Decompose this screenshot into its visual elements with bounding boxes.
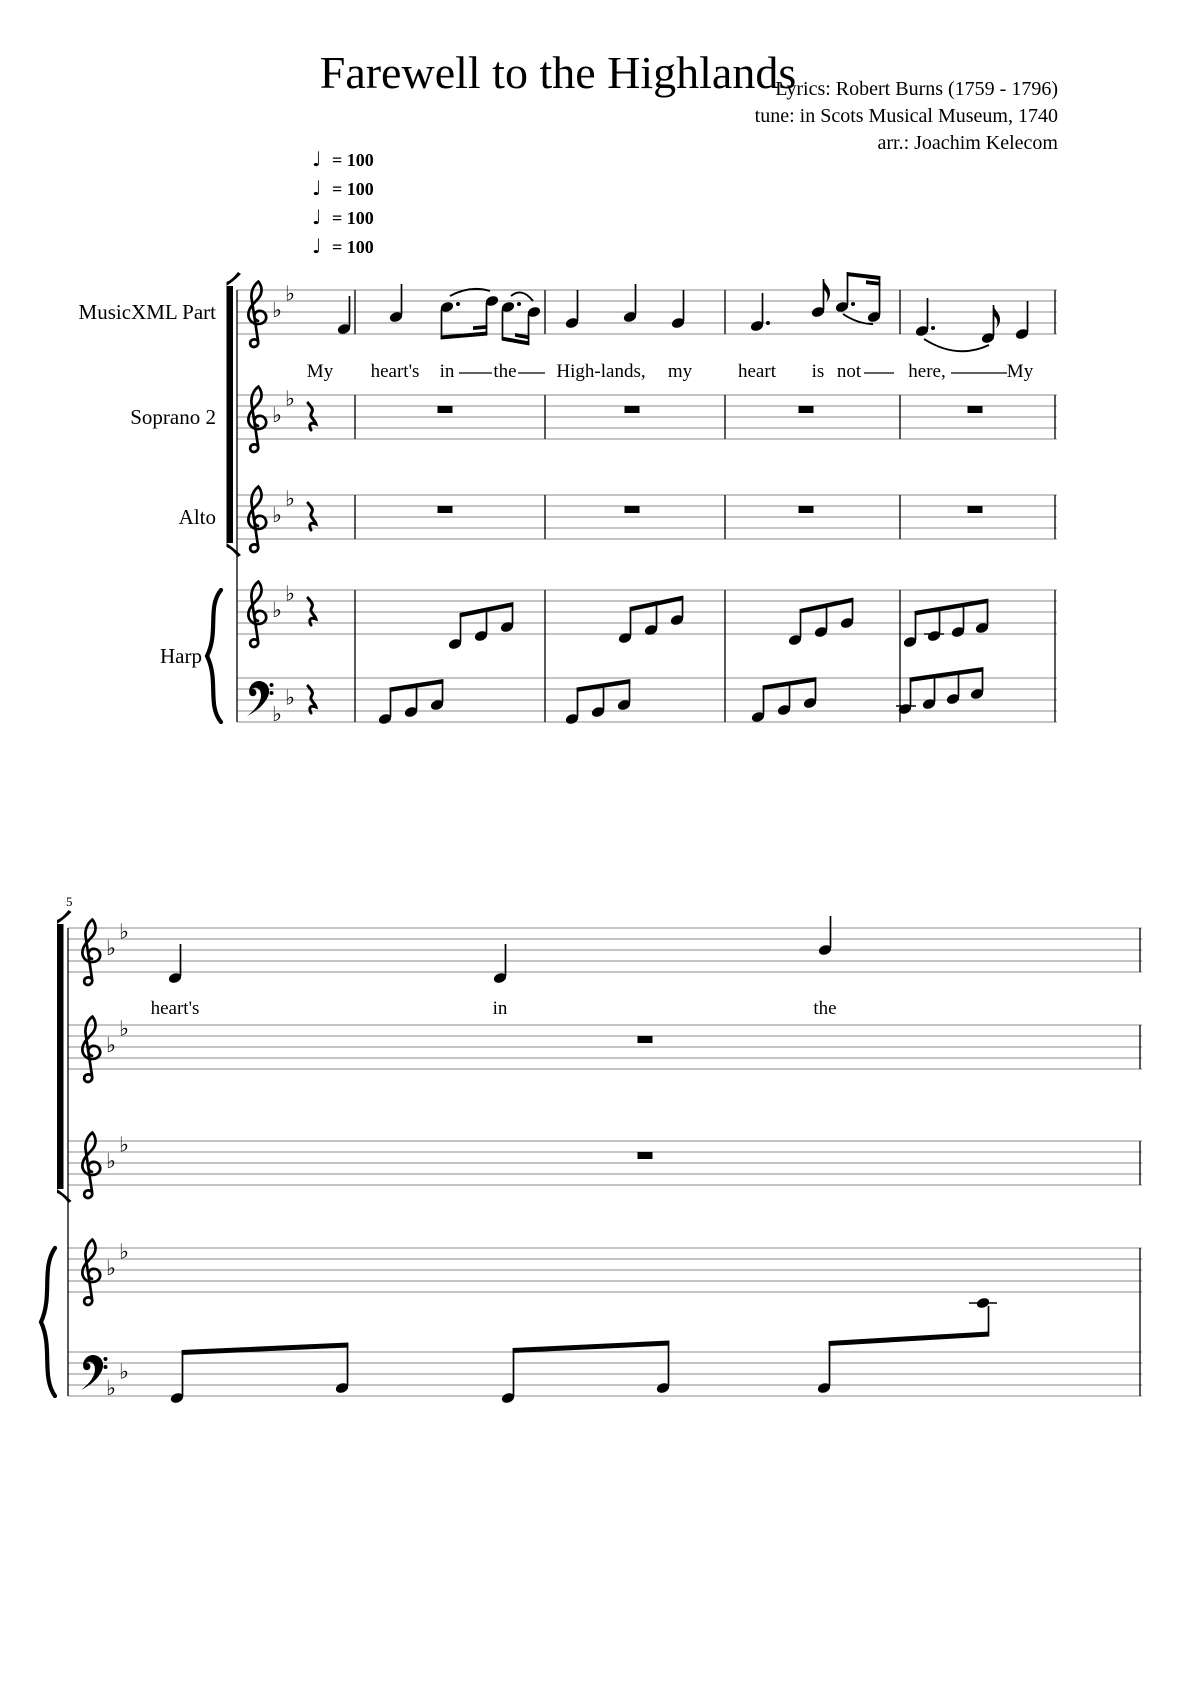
harp-brace-system2: [41, 1248, 55, 1396]
quarter-note-icon: ♩: [312, 147, 322, 171]
lyric-word: is: [811, 361, 825, 382]
lyrics-system1: [307, 361, 1034, 382]
quarter-note-icon: ♩: [312, 205, 322, 229]
flat-icon: ♭: [106, 1033, 116, 1057]
tempo-mark-2: = 100: [332, 179, 374, 199]
staff-lines-system2: [68, 928, 1142, 1396]
flat-icon: ♭: [106, 1149, 116, 1173]
whole-rest-soprano2: [638, 1036, 653, 1043]
flat-icon: ♭: [285, 486, 295, 511]
flat-icon: ♭: [285, 281, 295, 306]
harp-bass-notes-system1: [308, 667, 984, 725]
tempo-mark-3: = 100: [332, 208, 374, 228]
part-label-musicxml: MusicXML Part: [78, 300, 216, 324]
flat-icon: ♭: [119, 1132, 129, 1157]
tempo-marks: [312, 147, 374, 258]
flat-icon: ♭: [272, 598, 282, 622]
harp-bass-notes-system2: [170, 1297, 997, 1405]
staff-lines-system1: [237, 290, 1057, 722]
clefs-system2: [81, 920, 129, 1401]
flat-icon: ♭: [119, 1359, 129, 1384]
tempo-mark-4: = 100: [332, 237, 374, 257]
flat-icon: ♭: [106, 1256, 116, 1280]
lyric-word: heart's: [370, 361, 420, 382]
lyric-word: my: [667, 361, 693, 382]
flat-icon: ♭: [285, 685, 295, 710]
page-title: Farewell to the Highlands: [319, 47, 797, 98]
credit-tune: tune: in Scots Musical Museum, 1740: [754, 105, 1058, 127]
lyric-word: not: [836, 361, 862, 382]
flat-icon: ♭: [119, 1016, 129, 1041]
flat-icon: ♭: [106, 1376, 116, 1400]
credit-lyrics: Lyrics: Robert Burns (1759 - 1796): [775, 78, 1058, 100]
clefs-system1: [247, 282, 295, 727]
flat-icon: ♭: [272, 298, 282, 322]
harp-brace-system1: [207, 590, 221, 722]
quarter-note-icon: ♩: [312, 234, 322, 258]
quarter-note-icon: ♩: [312, 176, 322, 200]
flat-icon: ♭: [272, 403, 282, 427]
lyric-word: the: [493, 361, 517, 382]
lyric-word: here,: [908, 361, 946, 382]
whole-rest-alto: [638, 1152, 653, 1159]
lyrics-system2: [151, 998, 837, 1019]
credit-arranger: arr.: Joachim Kelecom: [877, 132, 1058, 154]
lyric-word: heart: [738, 361, 776, 382]
lyric-word: High-lands,: [556, 361, 646, 382]
flat-icon: ♭: [272, 702, 282, 726]
flat-icon: ♭: [285, 581, 295, 606]
measure-number: 5: [66, 894, 73, 909]
part-label-harp: Harp: [160, 644, 202, 668]
vocal-bracket-system2: [57, 910, 72, 1203]
part-label-soprano2: Soprano 2: [130, 405, 216, 429]
flat-icon: ♭: [106, 936, 116, 960]
flat-icon: ♭: [285, 386, 295, 411]
flat-icon: ♭: [119, 1239, 129, 1264]
lyric-word: heart's: [150, 998, 200, 1019]
lyric-word: My: [306, 361, 334, 382]
flat-icon: ♭: [119, 919, 129, 944]
barlines-system2: [68, 928, 1140, 1396]
vocal-bracket-system1: [227, 272, 242, 557]
lyric-word: the: [813, 998, 837, 1019]
lyric-word: in: [439, 361, 455, 382]
flat-icon: ♭: [272, 503, 282, 527]
part-label-alto: Alto: [178, 505, 216, 529]
lyric-word: in: [492, 998, 508, 1019]
lyric-word: My: [1006, 361, 1034, 382]
tempo-mark-1: = 100: [332, 150, 374, 170]
